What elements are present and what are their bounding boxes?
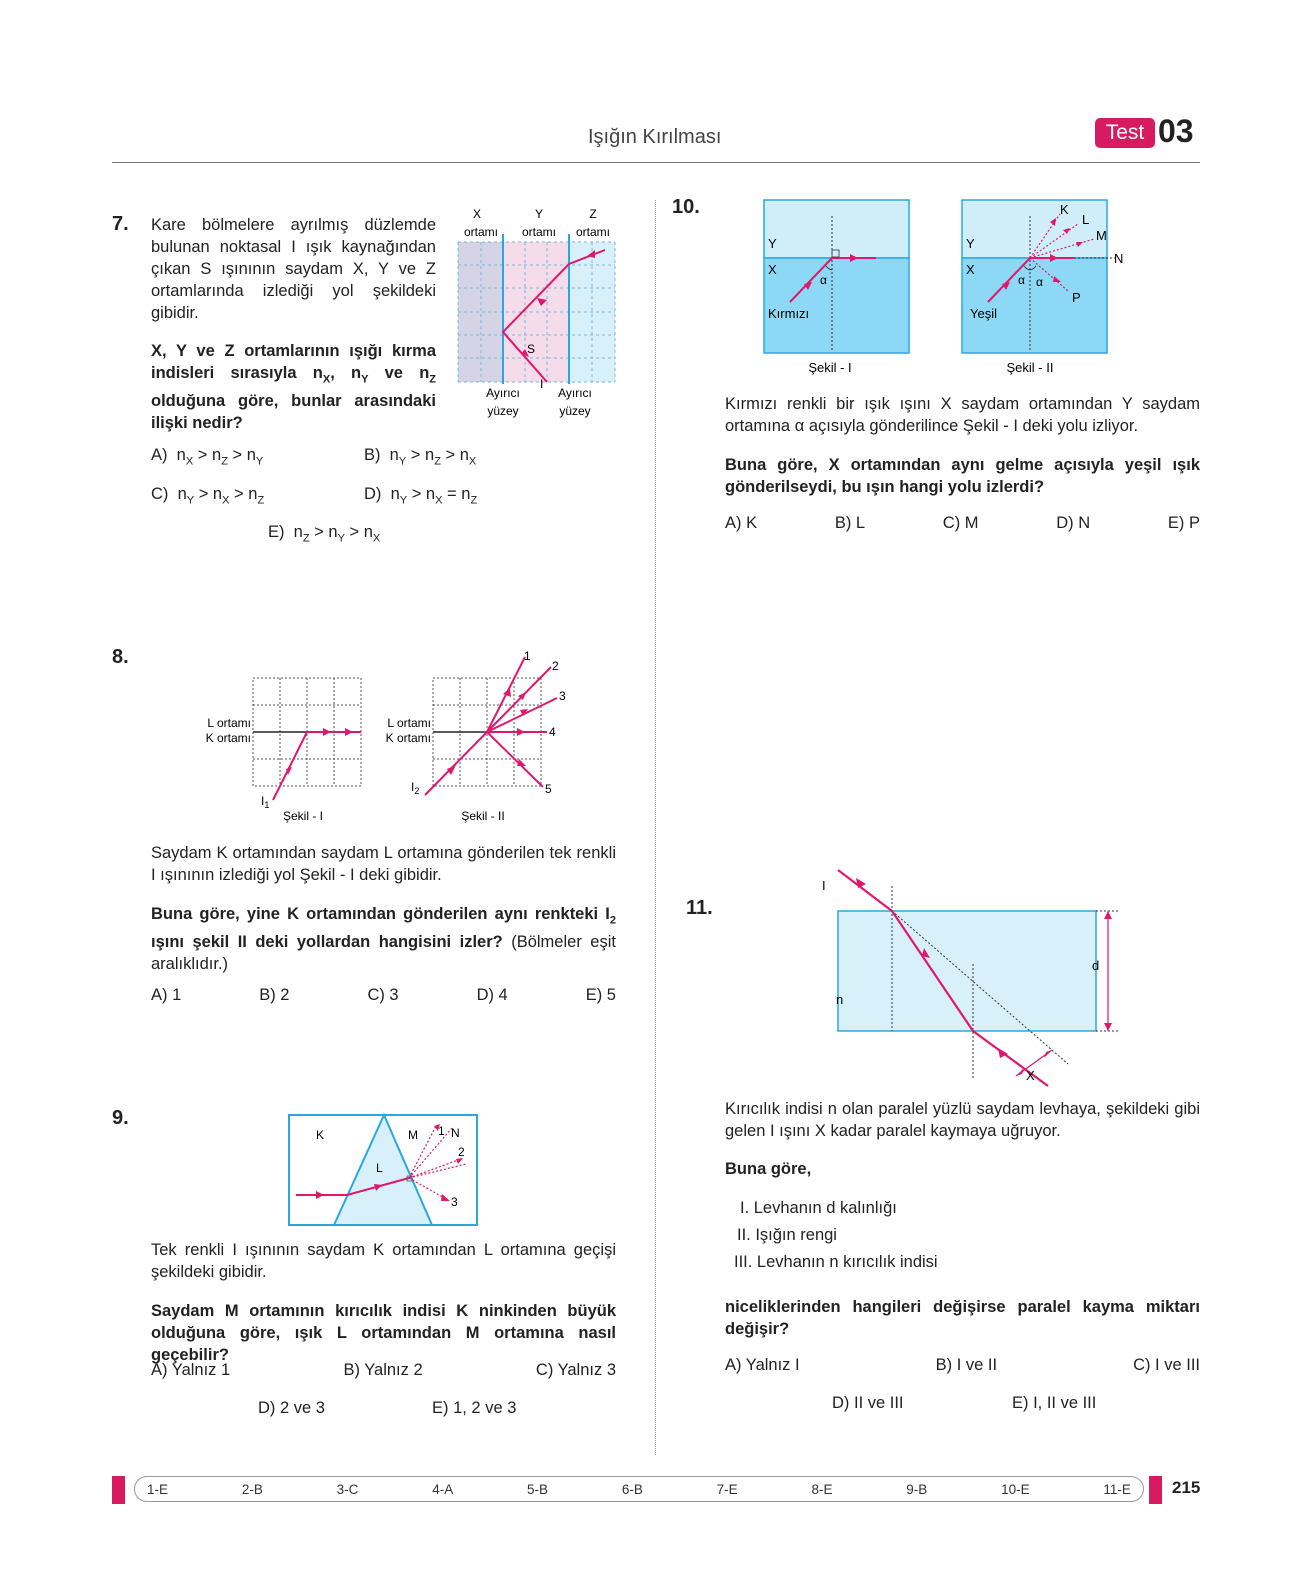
q11-figure: [820, 864, 1130, 1104]
answer-11: 11-E: [1103, 1481, 1131, 1497]
path-label-1: 1: [438, 1124, 445, 1138]
path-label-5: 5: [545, 782, 552, 796]
medium-y-1: [764, 200, 909, 258]
q10-text: Kırmızı renkli bir ışık ışını X saydam ortamından Y saydam ortamına α açısıyla gönderilince Şekil - I deki yolu izliyor.: [725, 395, 1200, 435]
q9-option-a[interactable]: A) Yalnız 1: [151, 1361, 231, 1379]
q7-option-d[interactable]: D) $n_Y > n_X = n_Z$: [364, 485, 478, 507]
q11-option-b[interactable]: B) I ve II: [935, 1356, 998, 1374]
q11-option-d[interactable]: D) II ve III: [832, 1394, 904, 1412]
answer-key: [134, 1476, 1144, 1502]
q9-options-row-1: [151, 1361, 616, 1380]
path-label-4: 4: [549, 725, 556, 739]
label-i: I: [540, 377, 544, 391]
label-n: N: [1114, 251, 1124, 266]
q7-option-e[interactable]: E) $n_Z > n_Y > n_X$: [268, 523, 381, 545]
answer-9: 9-B: [906, 1481, 928, 1497]
answer-6: 6-B: [621, 1481, 643, 1497]
label-alpha: α: [1036, 275, 1043, 289]
q11-item-1: I. Levhanın d kalınlığı: [740, 1199, 897, 1217]
label-y: Y: [534, 207, 544, 221]
q8-option-a[interactable]: A) 1: [151, 986, 182, 1004]
label-ortami: ortamı: [575, 225, 611, 239]
label-l: L: [376, 1161, 383, 1175]
label-m: M: [408, 1128, 418, 1142]
label-l: L: [1082, 212, 1090, 227]
q8-question: Buna göre, yine K ortamından gönderilen aynı renkteki $I_2$ ışını şekil II deki yollardan hangisini izler? (Bölmeler eşit aralıklıdır.): [151, 905, 616, 974]
q9-figure: [286, 1112, 481, 1229]
label-d: d: [1092, 958, 1100, 973]
ray-arrow: [323, 728, 331, 736]
label-i2: $I_2$: [411, 780, 420, 796]
answer-1: 1-E: [147, 1481, 169, 1497]
q7-option-c[interactable]: C) $n_Y > n_X > n_Z$: [151, 485, 265, 507]
label-m: M: [1096, 228, 1107, 243]
label-z: Z: [589, 207, 597, 221]
label-l-ortami: L ortamı: [207, 716, 251, 730]
label-kirmizi: Kırmızı: [768, 306, 810, 321]
path-3: [487, 698, 557, 732]
q8-figure: [195, 645, 580, 830]
medium-y-2: [962, 200, 1107, 258]
caption-sekil-1: Şekil - I: [282, 809, 324, 823]
label-yuzey: yüzey: [559, 404, 591, 418]
ray-arrow: [447, 765, 456, 775]
caption-sekil-2: Şekil - II: [1006, 360, 1054, 375]
caption-sekil-1: Şekil - I: [808, 360, 852, 375]
page-number: 215: [1172, 1478, 1201, 1497]
q7-option-b[interactable]: B) $n_Y > n_Z > n_X$: [364, 446, 477, 468]
q8-option-d[interactable]: D) 4: [476, 986, 508, 1004]
q10-option-a[interactable]: A) K: [725, 514, 758, 532]
q10-option-b[interactable]: B) L: [834, 514, 866, 532]
q10-option-c[interactable]: C) M: [942, 514, 979, 532]
label-x: X: [472, 207, 482, 221]
q10-option-e[interactable]: E) P: [1167, 514, 1200, 532]
label-i: I: [822, 878, 826, 893]
q9-number: 9.: [112, 1107, 129, 1129]
q11-options-row-1: [725, 1356, 1200, 1375]
shift-arrow: [1016, 1068, 1024, 1076]
label-s: S: [527, 342, 536, 356]
label-ortami: ortamı: [463, 225, 499, 239]
q9-option-c[interactable]: C) Yalnız 3: [535, 1361, 616, 1379]
label-p: P: [1072, 290, 1081, 305]
q8-option-c[interactable]: C) 3: [367, 986, 399, 1004]
answer-7: 7-E: [716, 1481, 738, 1497]
header-divider: [112, 162, 1200, 163]
path-label-2: 2: [552, 659, 559, 673]
shift-arrow: [1044, 1050, 1052, 1058]
ray-i1: [273, 732, 361, 800]
q7-figure: [455, 202, 625, 427]
answer-3: 3-C: [336, 1481, 359, 1497]
ray-arrow: [345, 728, 353, 736]
q8-text: Saydam K ortamından saydam L ortamına gönderilen tek renkli I ışınının izlediği yol Şekil - I deki gibidir.: [151, 844, 616, 884]
label-x: X: [966, 262, 975, 277]
path-label-1: 1: [524, 649, 531, 663]
q7-text: Kare bölmelere ayrılmış düzlemde bulunan noktasal I ışık kaynağından çıkan S ışınının saydam X, Y ve Z ortamlarında izlediği yol şekildeki gibidir.: [151, 216, 436, 322]
answer-8: 8-E: [811, 1481, 833, 1497]
column-divider: [655, 200, 656, 1455]
label-n: N: [451, 1126, 460, 1140]
test-number: 03: [1158, 113, 1194, 149]
q8-number: 8.: [112, 646, 129, 668]
q9-option-e[interactable]: E) 1, 2 ve 3: [432, 1399, 517, 1417]
q8-option-b[interactable]: B) 2: [259, 986, 290, 1004]
q11-option-e[interactable]: E) I, II ve III: [1012, 1394, 1097, 1412]
d-arrow: [1104, 1023, 1112, 1031]
q8-path-arrows: [503, 688, 528, 766]
path-label-3: 3: [451, 1195, 458, 1209]
q11-option-a[interactable]: A) Yalnız I: [725, 1356, 800, 1374]
path-label-2: 2: [458, 1145, 465, 1159]
q10-option-d[interactable]: D) N: [1056, 514, 1091, 532]
q11-lead: Buna göre,: [725, 1160, 812, 1178]
label-n: n: [836, 992, 844, 1007]
label-alpha: α: [1018, 273, 1025, 287]
caption-sekil-2: Şekil - II: [461, 809, 505, 823]
q11-item-3: III. Levhanın n kırıcılık indisi: [734, 1253, 938, 1271]
q7-question: X, Y ve Z ortamlarının ışığı kırma indisleri sırasıyla $n_X$, $n_Y$ ve $n_Z$ olduğuna göre, bunlar arasındaki ilişki nedir?: [151, 342, 437, 433]
label-k: K: [1060, 202, 1069, 217]
answer-5: 5-B: [527, 1481, 549, 1497]
page-title: Işığın Kırılması: [588, 126, 722, 148]
path-label-3: 3: [559, 689, 566, 703]
q11-number: 11.: [686, 897, 713, 919]
label-ortami: ortamı: [521, 225, 557, 239]
label-ayirici: Ayırıcı: [558, 386, 592, 400]
label-yuzey: yüzey: [487, 404, 519, 418]
answer-2: 2-B: [241, 1481, 263, 1497]
q8-option-e[interactable]: E) 5: [585, 986, 616, 1004]
q11-question: niceliklerinden hangileri değişirse paralel kayma miktarı değişir?: [725, 1298, 1200, 1338]
q9-option-b[interactable]: B) Yalnız 2: [343, 1361, 423, 1379]
d-arrow: [1104, 911, 1112, 919]
answer-4: 4-A: [432, 1481, 454, 1497]
q9-text: Tek renkli I ışınının saydam K ortamından L ortamına geçişi şekildeki gibidir.: [151, 1241, 616, 1281]
q9-question: Saydam M ortamının kırıcılık indisi K ninkinden büyük olduğuna göre, ışık L ortamından M ortamına nasıl geçebilir?: [151, 1302, 616, 1364]
q11-option-c[interactable]: C) I ve III: [1133, 1356, 1200, 1374]
q7-option-a[interactable]: A) $n_X > n_Z > n_Y$: [151, 446, 264, 468]
label-y: Y: [966, 236, 975, 251]
label-k-ortami: K ortamı: [205, 731, 251, 745]
q11-text: Kırıcılık indisi n olan paralel yüzlü saydam levhaya, şekildeki gibi gelen I ışını X kadar paralel kaymaya uğruyor.: [725, 1100, 1200, 1140]
q10-options: [725, 514, 1200, 533]
label-k: K: [316, 1128, 325, 1142]
label-y: Y: [768, 236, 777, 251]
answer-bar-accent-right: [1149, 1476, 1162, 1504]
answer-key-bar: [112, 1476, 1200, 1504]
label-alpha: α: [820, 273, 827, 287]
q8-options: [151, 986, 616, 1005]
q7-number: 7.: [112, 213, 129, 235]
slab: [838, 911, 1096, 1031]
label-yesil: Yeşil: [970, 306, 997, 321]
q9-option-d[interactable]: D) 2 ve 3: [258, 1399, 325, 1417]
q10-question: Buna göre, X ortamından aynı gelme açısıyla yeşil ışık gönderilseydi, bu ışın hangi yolu izlerdi?: [725, 456, 1200, 496]
q11-item-2: II. Işığın rengi: [737, 1226, 837, 1244]
label-l-ortami: L ortamı: [387, 716, 431, 730]
q10-number: 10.: [672, 196, 700, 218]
label-ayirici: Ayırıcı: [486, 386, 520, 400]
label-k-ortami: K ortamı: [385, 731, 431, 745]
label-x: X: [768, 262, 777, 277]
q8-paths: [487, 657, 557, 787]
test-badge: Test: [1095, 118, 1155, 148]
answer-10: 10-E: [1001, 1481, 1030, 1497]
q10-figure: [760, 196, 1140, 381]
ray-arrow: [856, 878, 866, 888]
answer-bar-accent-left: [112, 1476, 125, 1504]
label-x: X: [1026, 1068, 1035, 1083]
label-i1: $I_1$: [261, 794, 270, 810]
